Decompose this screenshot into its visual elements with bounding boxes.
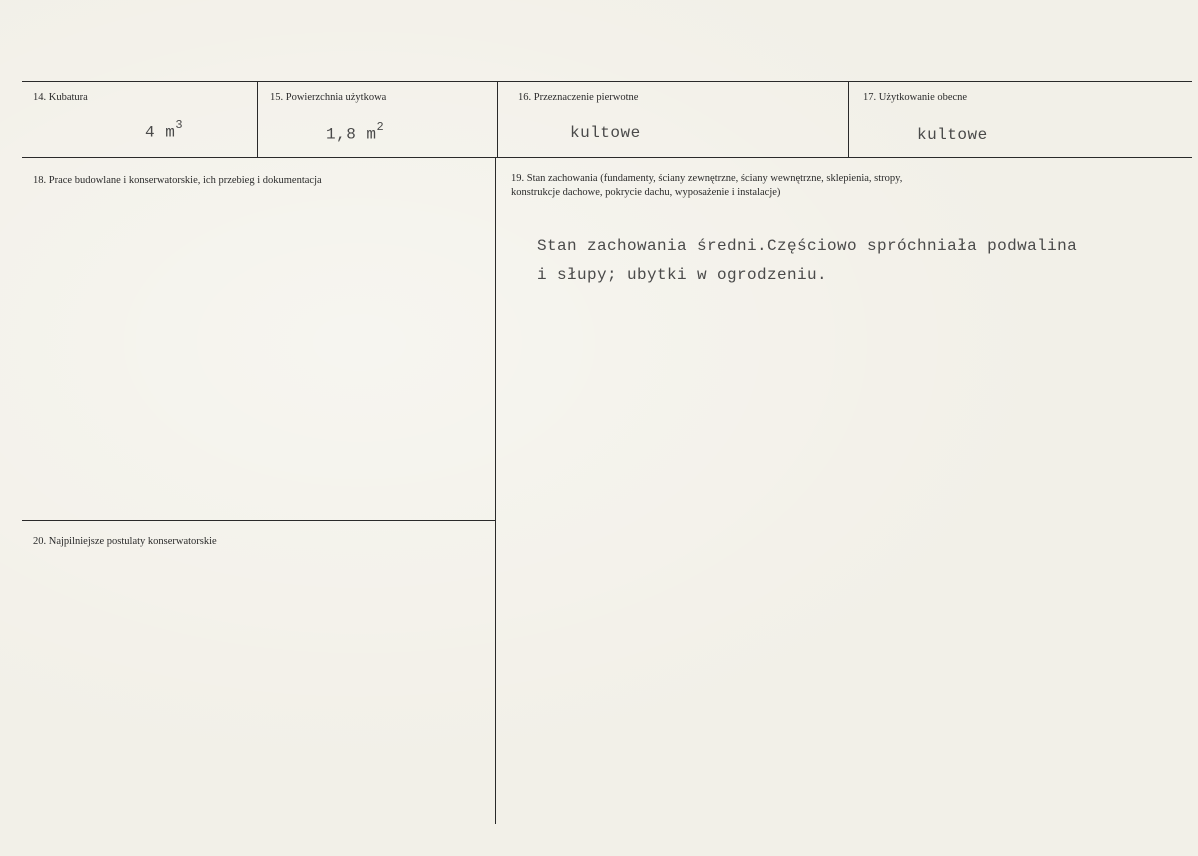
row1-bottom-rule bbox=[22, 157, 1192, 158]
field-17-value: kultowe bbox=[917, 126, 988, 144]
divider-left-right bbox=[495, 157, 496, 824]
field-14-value bbox=[145, 120, 183, 141]
divider-14-15 bbox=[257, 81, 258, 157]
field-19-value bbox=[537, 232, 1077, 290]
field-15-label: 15. Powierzchnia użytkowa bbox=[270, 92, 387, 103]
field-20-label: 20. Najpilniejsze postulaty konserwatorskie bbox=[33, 536, 217, 547]
field-19-label-line1: 19. Stan zachowania (fundamenty, ściany zewnętrzne, ściany wewnętrzne, sklepienia, stropy, bbox=[511, 173, 903, 184]
field-14-value-number: 4 m bbox=[145, 123, 176, 142]
top-rule bbox=[22, 81, 1192, 82]
divider-16-17 bbox=[848, 81, 849, 157]
field-14-label: 14. Kubatura bbox=[33, 92, 88, 103]
field-18-label: 18. Prace budowlane i konserwatorskie, ich przebieg i dokumentacja bbox=[33, 175, 322, 186]
field-17-label: 17. Użytkowanie obecne bbox=[863, 92, 968, 103]
field-19-value-line1: Stan zachowania średni.Częściowo spróchniała podwalina bbox=[537, 237, 1078, 255]
field-19-label-line2: konstrukcje dachowe, pokrycie dachu, wyposażenie i instalacje) bbox=[511, 187, 781, 198]
field-15-value-number: 1,8 m bbox=[326, 125, 377, 144]
field-15-value-exponent: 2 bbox=[376, 120, 385, 134]
divider-15-16 bbox=[497, 81, 498, 157]
field18-bottom-rule bbox=[22, 520, 495, 521]
field-16-value: kultowe bbox=[570, 124, 641, 142]
field-14-value-exponent: 3 bbox=[175, 118, 184, 132]
field-19-value-line2: i słupy; ubytki w ogrodzeniu. bbox=[537, 266, 828, 284]
field-15-value bbox=[326, 122, 384, 143]
field-16-label: 16. Przeznaczenie pierwotne bbox=[518, 92, 639, 103]
